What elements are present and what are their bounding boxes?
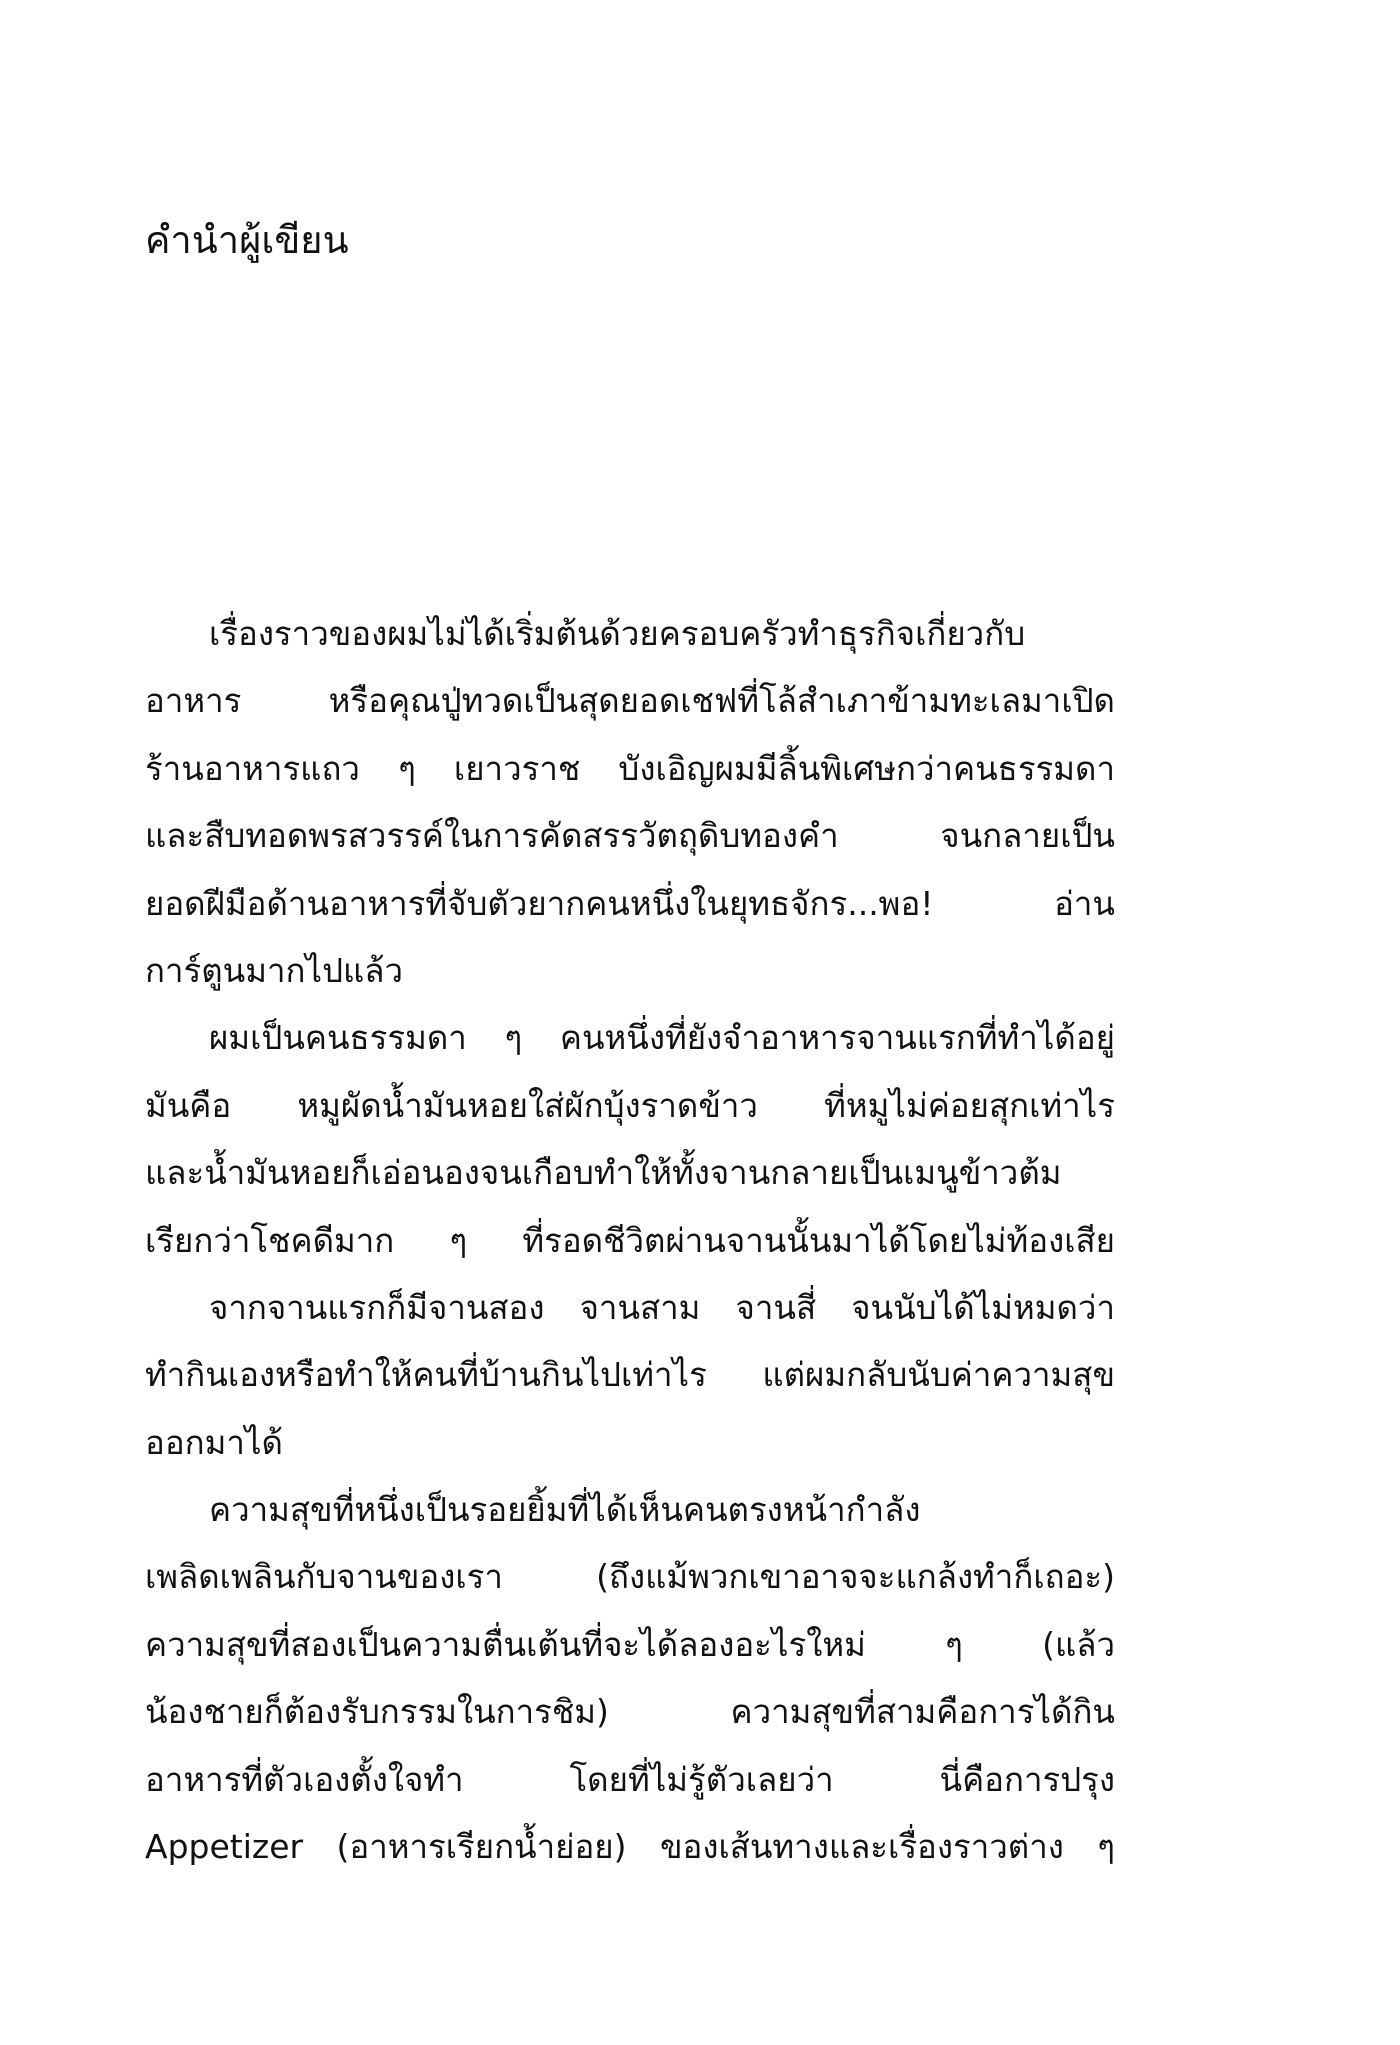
text-line: อาหารที่ตัวเองตั้งใจทำ โดยที่ไม่รู้ตัวเลยว่า นี่คือการปรุง: [145, 1759, 1115, 1799]
text-line: ทำกินเองหรือทำให้คนที่บ้านกินไปเท่าไร แต่ผมกลับนับค่าความสุข: [145, 1355, 1115, 1395]
text-line: ออกมาได้: [145, 1422, 283, 1462]
text-line: Appetizer (อาหารเรียกน้ำย่อย) ของเส้นทางและเรื่องราวต่าง ๆ: [145, 1827, 1115, 1867]
text-line: และน้ำมันหอยก็เอ่อนองจนเกือบทำให้ทั้งจานกลายเป็นเมนูข้าวต้ม: [145, 1153, 1062, 1193]
text-line: เพลิดเพลินกับจานของเรา (ถึงแม้พวกเขาอาจจะแกล้งทำก็เถอะ): [145, 1557, 1115, 1597]
text-line: และสืบทอดพรสวรรค์ในการคัดสรรวัตถุดิบทองคำ จนกลายเป็น: [145, 816, 1115, 856]
text-line: ยอดฝีมือด้านอาหารที่จับตัวยากคนหนึ่งในยุทธจักร...พอ! อ่าน: [145, 883, 1115, 923]
text-line: ความสุขที่สองเป็นความตื่นเต้นที่จะได้ลองอะไรใหม่ ๆ (แล้ว: [145, 1624, 1115, 1664]
text-line: อาหาร หรือคุณปู่ทวดเป็นสุดยอดเชฟที่โล้สำเภาข้ามทะเลมาเปิด: [145, 681, 1115, 721]
page-title: คำนำผู้เขียน: [145, 218, 349, 262]
text-line: มันคือ หมูผัดน้ำมันหอยใส่ผักบุ้งราดข้าว ที่หมูไม่ค่อยสุกเท่าไร: [145, 1085, 1115, 1125]
text-line: ความสุขที่หนึ่งเป็นรอยยิ้มที่ได้เห็นคนตรงหน้ากำลัง: [209, 1490, 921, 1530]
text-line: ร้านอาหารแถว ๆ เยาวราช บังเอิญผมมีลิ้นพิเศษกว่าคนธรรมดา: [145, 748, 1115, 788]
text-line: น้องชายก็ต้องรับกรรมในการชิม) ความสุขที่สามคือการได้กิน: [145, 1692, 1115, 1732]
body-text: [145, 600, 1115, 1880]
text-line: เรื่องราวของผมไม่ได้เริ่มต้นด้วยครอบครัวทำธุรกิจเกี่ยวกับ: [209, 614, 1026, 653]
text-line: ผมเป็นคนธรรมดา ๆ คนหนึ่งที่ยังจำอาหารจานแรกที่ทำได้อยู่: [209, 1018, 1115, 1058]
text-line: จากจานแรกก็มีจานสอง จานสาม จานสี่ จนนับได้ไม่หมดว่า: [209, 1287, 1115, 1327]
text-line: การ์ตูนมากไปแล้ว: [145, 950, 404, 990]
text-line: เรียกว่าโชคดีมาก ๆ ที่รอดชีวิตผ่านจานนั้นมาได้โดยไม่ท้องเสีย: [145, 1220, 1115, 1260]
